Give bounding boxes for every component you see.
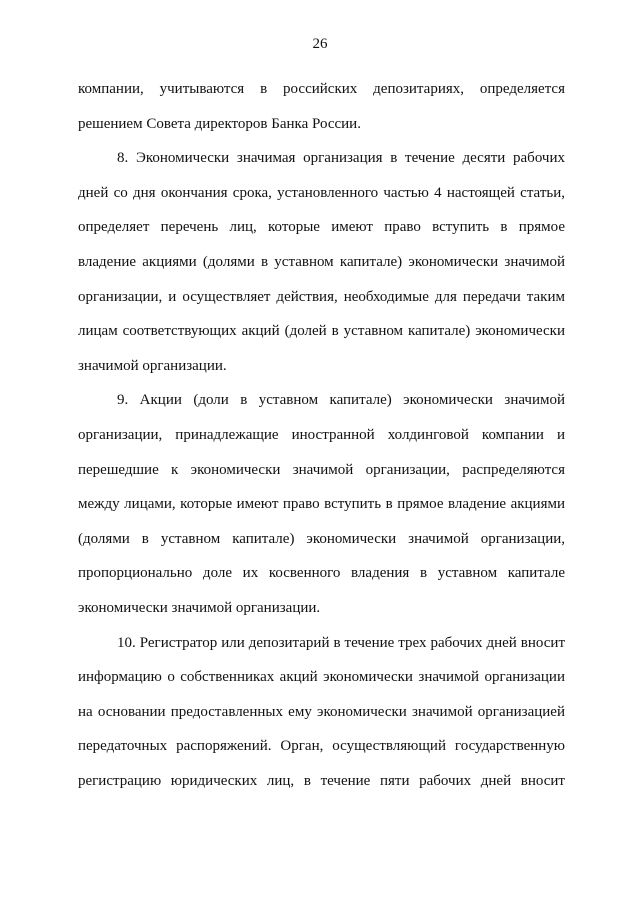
text-line: лицам соответствующих акций (долей в уставном капитале) экономически	[78, 323, 565, 340]
text-line: организации, и осуществляет действия, необходимые для передачи таким	[78, 288, 565, 305]
text-line: регистрацию юридических лиц, в течение пяти рабочих дней вносит	[78, 772, 565, 789]
text-line: определяет перечень лиц, которые имеют право вступить в прямое	[78, 219, 565, 236]
page-number: 26	[312, 36, 328, 52]
text-line: (долями в уставном капитале) экономически значимой организации,	[78, 530, 565, 547]
text-line: пропорционально доле их косвенного владения в уставном капитале	[78, 565, 565, 582]
text-line: решением Совета директоров Банка России.	[78, 115, 361, 132]
text-line: компании, учитываются в российских депозитариях, определяется	[78, 81, 565, 97]
document-body	[78, 72, 565, 798]
text-line: информацию о собственниках акций экономически значимой организации	[78, 669, 565, 686]
text-line: экономически значимой организации.	[78, 599, 321, 616]
text-line: 9. Акции (доли в уставном капитале) экономически значимой	[117, 392, 565, 409]
text-line: перешедшие к экономически значимой организации, распределяются	[78, 461, 565, 478]
text-line: дней со дня окончания срока, установленного частью 4 настоящей статьи,	[78, 184, 565, 201]
text-line: владение акциями (долями в уставном капитале) экономически значимой	[78, 253, 565, 270]
text-line: передаточных распоряжений. Орган, осуществляющий государственную	[78, 738, 565, 755]
text-line: значимой организации.	[78, 357, 227, 374]
text-line: 8. Экономически значимая организация в течение десяти рабочих	[117, 150, 565, 167]
text-line: 10. Регистратор или депозитарий в течение трех рабочих дней вносит	[117, 634, 565, 651]
text-line: на основании предоставленных ему экономически значимой организацией	[78, 703, 565, 720]
text-line: организации, принадлежащие иностранной холдинговой компании и	[78, 426, 565, 443]
text-line: между лицами, которые имеют право вступить в прямое владение акциями	[78, 496, 565, 513]
